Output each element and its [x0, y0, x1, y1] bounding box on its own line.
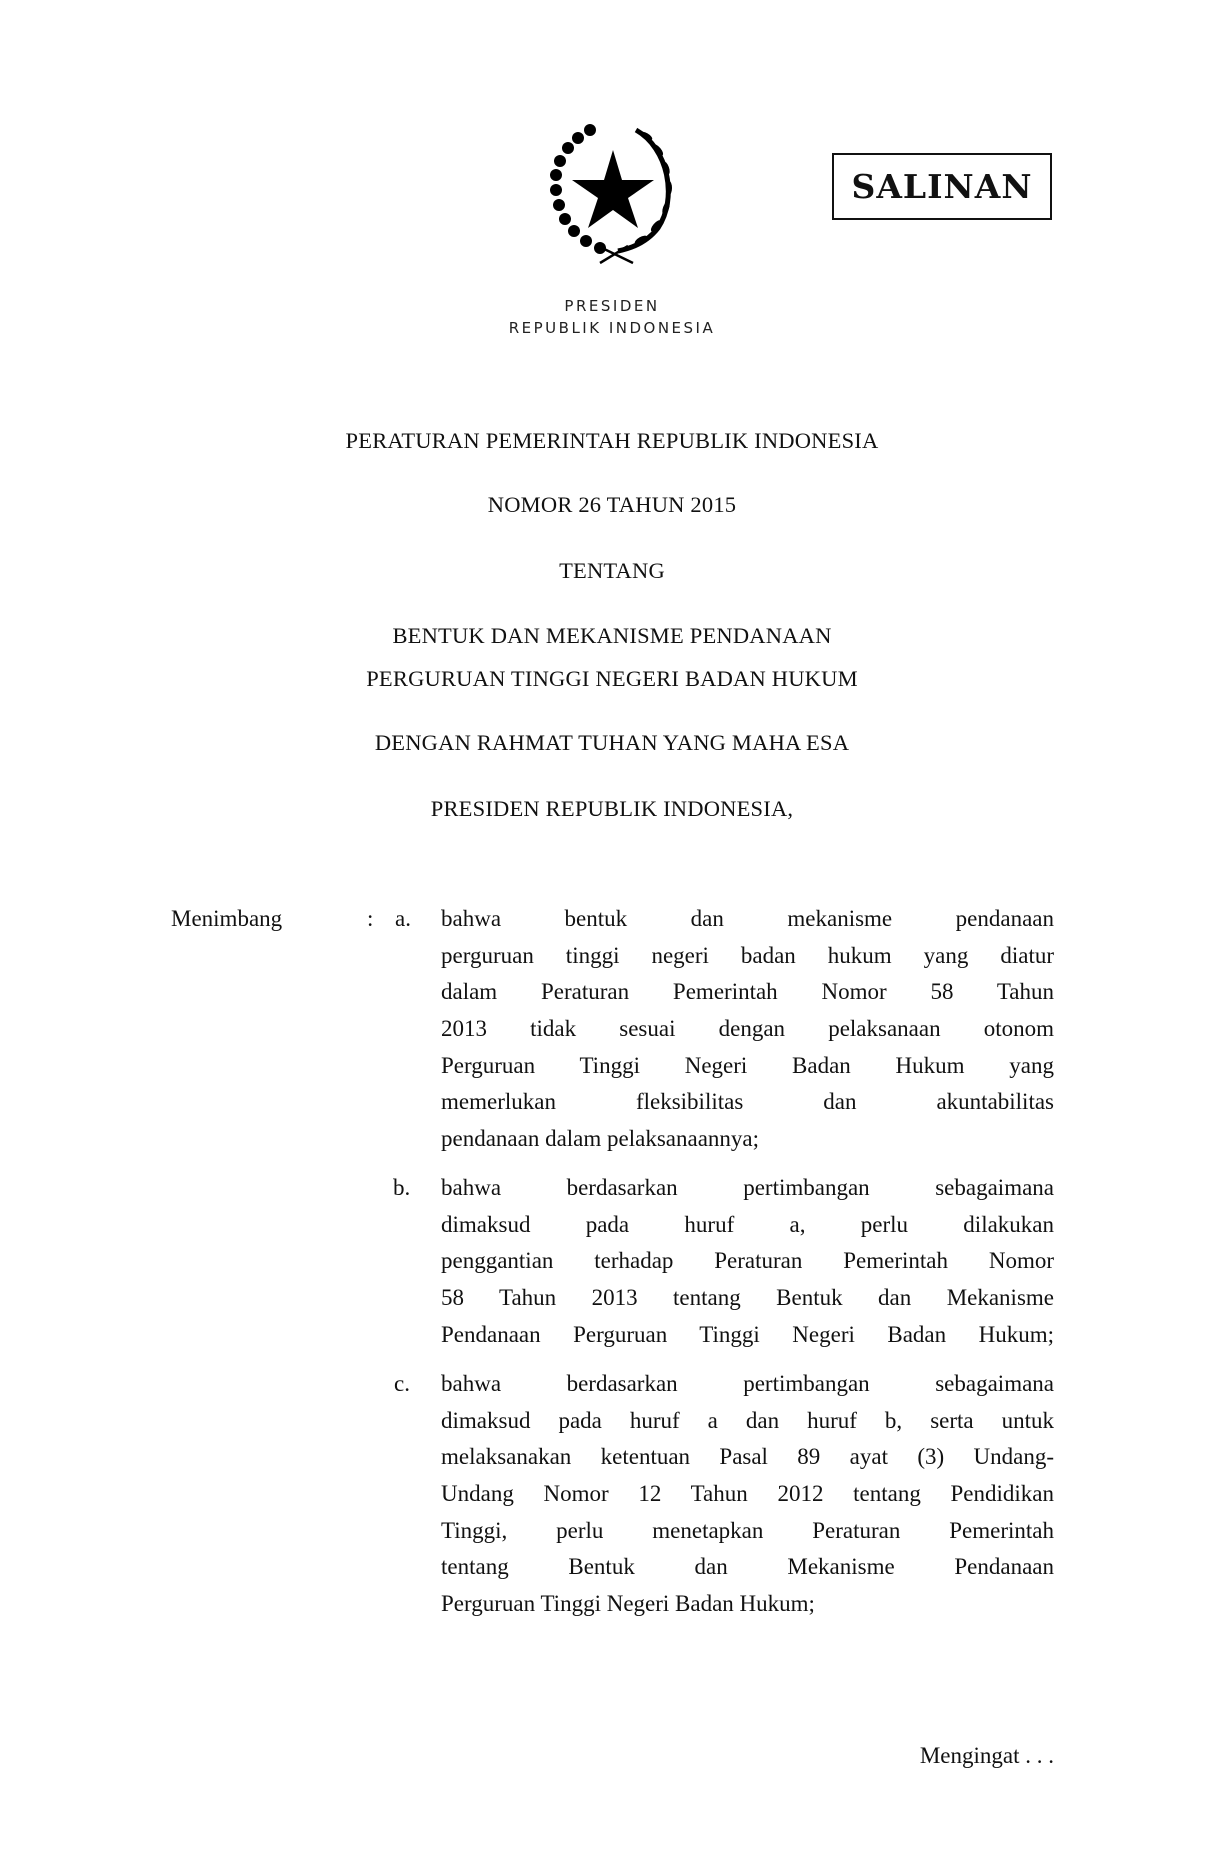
text-line: pendanaan dalam pelaksanaannya;	[441, 1126, 760, 1152]
presidential-seal-icon	[538, 118, 688, 266]
text-line: dalam Peraturan Pemerintah Nomor 58 Tahun	[441, 979, 1054, 1005]
consideration-a	[441, 901, 1054, 1158]
subject-line-1: BENTUK DAN MEKANISME PENDANAAN	[392, 623, 832, 648]
text-line: Pendanaan Perguruan Tinggi Negeri Badan Hukum;	[441, 1321, 1054, 1347]
text-line: 58 Tahun 2013 tentang Bentuk dan Mekanisme	[441, 1285, 1054, 1311]
text-line: bahwa bentuk dan mekanisme pendanaan	[441, 906, 1054, 931]
salinan-stamp: SALINAN	[832, 153, 1052, 220]
text-line: Undang Nomor 12 Tahun 2012 tentang Pendidikan	[441, 1481, 1054, 1507]
text-line: dimaksud pada huruf a, perlu dilakukan	[441, 1211, 1054, 1237]
consideration-b	[441, 1170, 1054, 1353]
text-line: bahwa berdasarkan pertimbangan sebagaimana	[441, 1175, 1054, 1200]
invocation: DENGAN RAHMAT TUHAN YANG MAHA ESA	[374, 730, 850, 755]
emblem-caption-presiden: PRESIDEN	[564, 297, 660, 315]
text-line: Perguruan Tinggi Negeri Badan Hukum;	[441, 1591, 815, 1617]
item-marker-b: b.	[393, 1175, 411, 1200]
text-line: Perguruan Tinggi Negeri Badan Hukum yang	[441, 1052, 1054, 1078]
page-continuation: Mengingat . . .	[919, 1743, 1054, 1768]
emblem-caption-republik: REPUBLIK INDONESIA	[508, 319, 716, 337]
item-marker-a: a.	[395, 906, 411, 931]
menimbang-label: Menimbang	[171, 906, 283, 931]
text-line: melaksanakan ketentuan Pasal 89 ayat (3) Undang-	[441, 1444, 1054, 1470]
consideration-c	[441, 1366, 1054, 1623]
text-line: 2013 tidak sesuai dengan pelaksanaan otonom	[441, 1016, 1054, 1042]
regulation-title: PERATURAN PEMERINTAH REPUBLIK INDONESIA	[345, 428, 879, 453]
text-line: perguruan tinggi negeri badan hukum yang diatur	[441, 942, 1054, 968]
president-heading: PRESIDEN REPUBLIK INDONESIA,	[430, 796, 794, 821]
regulation-number: NOMOR 26 TAHUN 2015	[487, 492, 737, 517]
tentang-heading: TENTANG	[559, 558, 665, 583]
text-line: bahwa berdasarkan pertimbangan sebagaimana	[441, 1371, 1054, 1396]
text-line: dimaksud pada huruf a dan huruf b, serta untuk	[441, 1407, 1054, 1433]
text-line: tentang Bentuk dan Mekanisme Pendanaan	[441, 1554, 1054, 1580]
text-line: penggantian terhadap Peraturan Pemerintah Nomor	[441, 1248, 1054, 1274]
item-marker-c: c.	[394, 1371, 410, 1396]
menimbang-colon: :	[367, 906, 374, 931]
text-line: Tinggi, perlu menetapkan Peraturan Pemerintah	[441, 1517, 1054, 1543]
subject-line-2: PERGURUAN TINGGI NEGERI BADAN HUKUM	[366, 666, 858, 691]
text-line: memerlukan fleksibilitas dan akuntabilitas	[441, 1089, 1054, 1115]
